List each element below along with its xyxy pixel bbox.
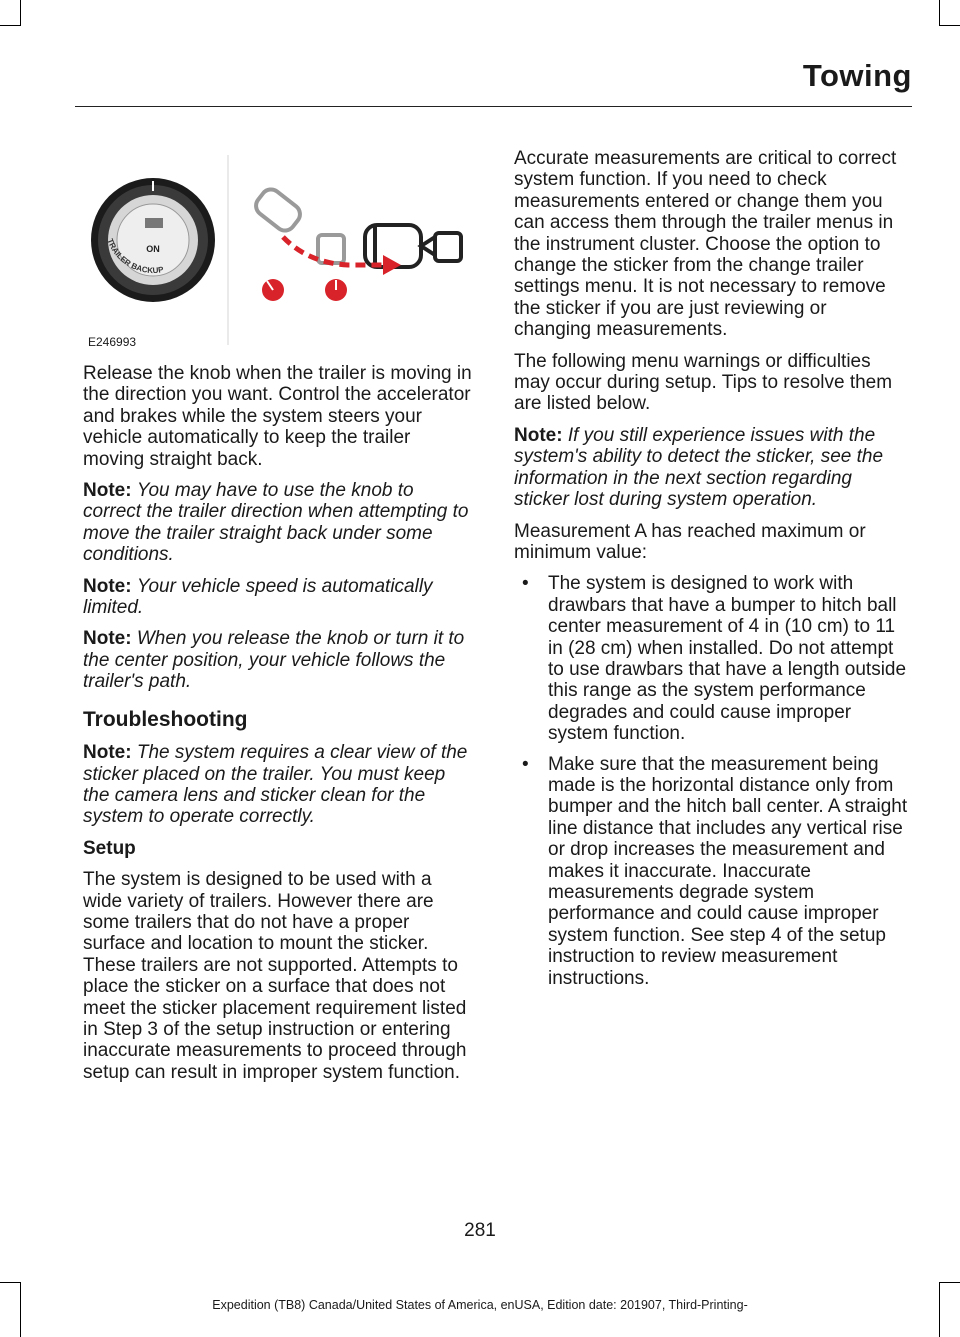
list-item [514, 573, 908, 744]
footer-edition: Expedition (TB8) Canada/United States of America, enUSA, Edition date: 201907, Third-Printing- [212, 1298, 748, 1312]
header-divider [75, 106, 912, 107]
note-text: Your vehicle speed is automatically limited. [83, 575, 433, 619]
menu-warnings-paragraph: The following menu warnings or difficulties may occur during setup. Tips to resolve them are listed below. [514, 350, 893, 415]
page-header-title: Towing [802, 58, 912, 93]
bullet-icon: • [522, 573, 529, 595]
crop-mark-top-left-horizontal [0, 25, 21, 26]
arrow-head-icon [383, 255, 401, 275]
note-label: Note: [83, 575, 132, 597]
note-clear-view [83, 742, 475, 828]
crop-mark-bottom-left-horizontal [0, 1282, 21, 1283]
hitch-icon [421, 237, 435, 255]
note-label: Note: [514, 424, 563, 446]
accurate-measurements-paragraph: Accurate measurements are critical to correct system function. If you need to check measurements entered or change them you can access them through the trailer menus in the instrument cluster. Choose the option to change the sticker from the change trailer settings menu. It is not necessary to remove the sticker if you are just reviewing or changing measurements. [514, 148, 897, 341]
note-label: Note: [83, 480, 132, 502]
ghost-vehicle-icon [318, 235, 344, 263]
setup-heading: Setup [83, 837, 136, 859]
knob-ring-label: TRAILER BACKUP [105, 237, 165, 276]
note-label: Note: [83, 628, 132, 650]
page-number: 281 [464, 1220, 496, 1241]
left-column [83, 155, 475, 1093]
setup-paragraph: The system is designed to be used with a wide variety of trailers. However there are some trailers that do not have a proper surface and location to mount the sticker. These trailers are not supported. Attempts to place the sticker on a surface that does not meet the sticker placement requirement listed in Step 3 of the setup instruction or entering inaccurate measurements to proceed through setup can result in improper system function. [83, 869, 467, 1083]
note-text: The system requires a clear view of the sticker placed on the trailer. You must keep the camera lens and sticker clean for the system to operate correctly. [83, 742, 468, 828]
list-item-text: Make sure that the measurement being made is the horizontal distance only from bumper and the hitch ball center. A straight line distance that includes any vertical rise or drop increases the measurement and makes it inaccurate. Inaccurate measurements degrade system performance and could cause improper system function. See step 4 of the setup instruction to review measurement instructions. [548, 753, 908, 989]
figure-id: E246993 [88, 335, 137, 349]
release-knob-paragraph: Release the knob when the trailer is moving in the direction you want. Control the accelerator and brakes while the system steers your vehicle automatically to keep the trailer moving straight back. [83, 363, 472, 470]
crop-mark-top-left-vertical [20, 0, 21, 26]
trailer-backup-illustration [83, 155, 475, 347]
crop-mark-bottom-right-horizontal [939, 1282, 960, 1283]
vehicle-icon [435, 233, 461, 261]
note-release-knob [83, 628, 475, 692]
note-speed-limited [83, 576, 475, 619]
note-text: You may have to use the knob to correct the trailer direction when attempting to move the trailer straight back under some conditions. [83, 480, 469, 566]
list-item-text: The system is designed to work with drawbars that have a bumper to hitch ball center measurement of 4 in (10 cm) to 11 in (28 cm) when installed. Do not attempt to use drawbars that have a length outside this range as the system performance degrades and could cause improper system function. [548, 573, 907, 745]
knob-on-label: ON [146, 244, 160, 254]
note-sticker-issues [514, 425, 908, 511]
bullet-icon: • [522, 753, 529, 775]
angled-trailer-icon [252, 185, 304, 234]
measurement-tips-list [514, 573, 908, 989]
note-knob-correction [83, 480, 475, 566]
note-label: Note: [83, 742, 132, 764]
troubleshooting-heading: Troubleshooting [83, 707, 248, 731]
list-item [514, 754, 908, 989]
trailer-symbol-icon [145, 218, 163, 228]
right-column [514, 148, 908, 998]
crop-mark-top-right-horizontal [939, 25, 960, 26]
note-text: If you still experience issues with the system's ability to detect the sticker, see the information in the next section regarding sticker lost during system operation. [514, 424, 884, 511]
trailer-backup-figure [83, 155, 475, 347]
note-text: When you release the knob or turn it to the center position, your vehicle follows the trailer's path. [83, 628, 465, 693]
measurement-a-paragraph: Measurement A has reached maximum or minimum value: [514, 520, 866, 563]
crop-mark-top-right-vertical [939, 0, 940, 26]
